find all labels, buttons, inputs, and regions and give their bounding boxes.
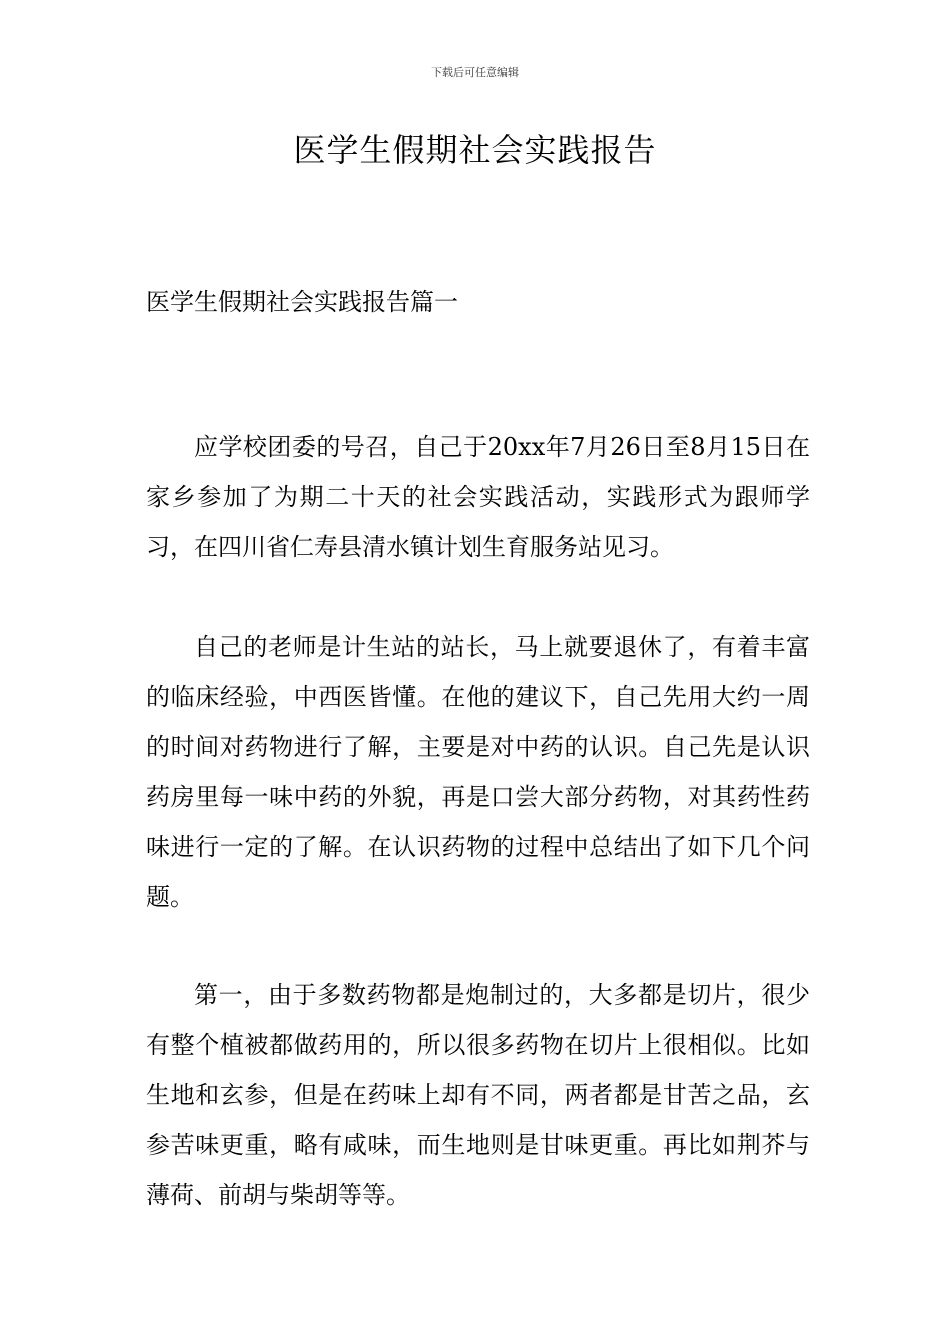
header-note: 下载后可任意编辑 — [431, 66, 519, 79]
paragraph-2: 自己的老师是计生站的站长，马上就要退休了，有着丰富的临床经验，中西医皆懂。在他的建议下，自己先用大约一周的时间对药物进行了解，主要是对中药的认识。自己先是认识药房里每一味中药的外貌，再是口尝大部分药物，对其药性药味进行一定的了解。在认识药物的过程中总结出了如下几个问题。 — [146, 633, 810, 911]
paragraph-1: 应学校团委的号召，自己于20xx年7月26日至8月15日在家乡参加了为期二十天的社会实践活动，实践形式为跟师学习，在四川省仁寿县清水镇计划生育服务站见习。 — [146, 433, 810, 561]
section-heading: 医学生假期社会实践报告篇一 — [146, 288, 458, 316]
document-title: 医学生假期社会实践报告 — [293, 131, 657, 169]
paragraph-3: 第一，由于多数药物都是炮制过的，大多都是切片，很少有整个植被都做药用的，所以很多药物在切片上很相似。比如生地和玄参，但是在药味上却有不同，两者都是甘苦之品，玄参苦味更重，略有咸味，而生地则是甘味更重。再比如荆芥与薄荷、前胡与柴胡等等。 — [146, 981, 810, 1209]
